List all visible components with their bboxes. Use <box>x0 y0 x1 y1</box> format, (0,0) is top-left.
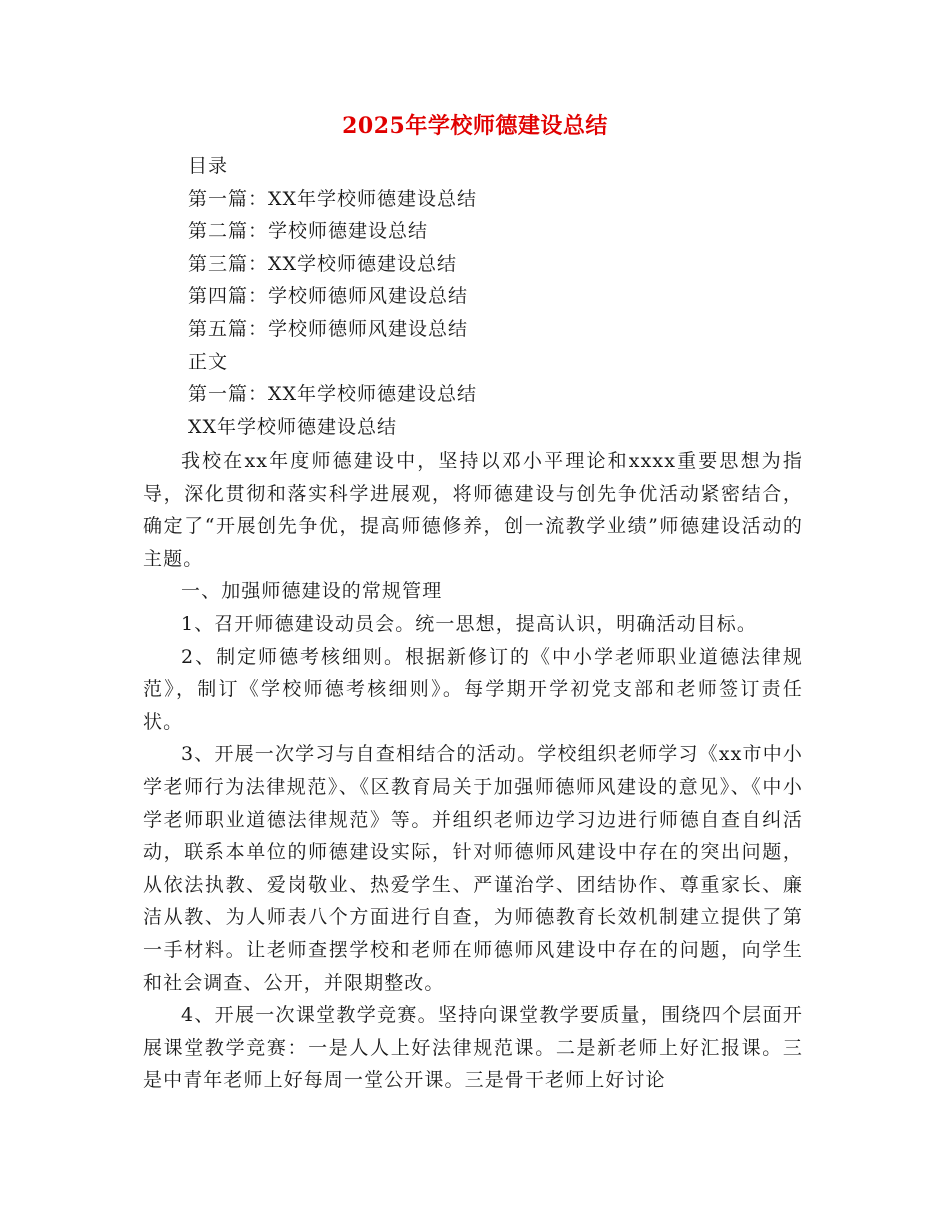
paragraph: 1、召开师德建设动员会。统一思想，提高认识，明确活动目标。 <box>181 612 757 635</box>
toc-item: 第二篇：学校师德建设总结 <box>188 220 429 243</box>
document-title: 2025年学校师德建设总结 <box>342 113 608 139</box>
paragraph: 一、加强师德建设的常规管理 <box>181 580 443 603</box>
section-heading: 第一篇：XX年学校师德建设总结 <box>188 383 478 406</box>
toc-heading: 目录 <box>188 155 229 177</box>
paragraph: 2、制定师德考核细则。根据新修订的《中小学老师职业道德法律规范》，制订《学校师德考核细则》。每学期开学初党支部和老师签订责任状。 <box>143 645 803 733</box>
toc-item: 第四篇：学校师德师风建设总结 <box>188 285 469 308</box>
paragraph: 3、开展一次学习与自查相结合的活动。学校组织老师学习《xx市中小学老师行为法律规范》、《区教育局关于加强师德师风建设的意见》、《中小学老师职业道德法律规范》等。并组织老师边学习边进行师德自查自纠活动，联系本单位的师德建设实际，针对师德师风建设中存在的突出问题，从依法执教、爱岗敬业、热爱学生、严谨治学、团结协作、尊重家长、廉洁从教、为人师表八个方面进行自查，为师德教育长效机制建立提供了第一手材料。让老师查摆学校和老师在师德师风建设中存在的问题，向学生和社会调查、公开，并限期整改。 <box>143 743 803 994</box>
section-title: XX年学校师德建设总结 <box>188 415 398 438</box>
table-of-contents <box>188 150 808 443</box>
toc-item: 第三篇：XX学校师德建设总结 <box>188 252 458 275</box>
body-text <box>143 445 803 1097</box>
paragraph: 我校在xx年度师德建设中，坚持以邓小平理论和xxxx重要思想为指导，深化贯彻和落实科学进展观，将师德建设与创先争优活动紧密结合，确定了“开展创先争优，提高师德修养，创一流教学业绩”师德建设活动的主题。 <box>143 450 803 570</box>
body-heading: 正文 <box>188 350 229 373</box>
paragraph: 4、开展一次课堂教学竞赛。坚持向课堂教学要质量，围绕四个层面开展课堂教学竞赛：一是人人上好法律规范课。二是新老师上好汇报课。三是中青年老师上好每周一堂公开课。三是骨干老师上好讨论 <box>143 1004 803 1092</box>
toc-item: 第五篇：学校师德师风建设总结 <box>188 317 469 340</box>
toc-item: 第一篇：XX年学校师德建设总结 <box>188 187 478 210</box>
